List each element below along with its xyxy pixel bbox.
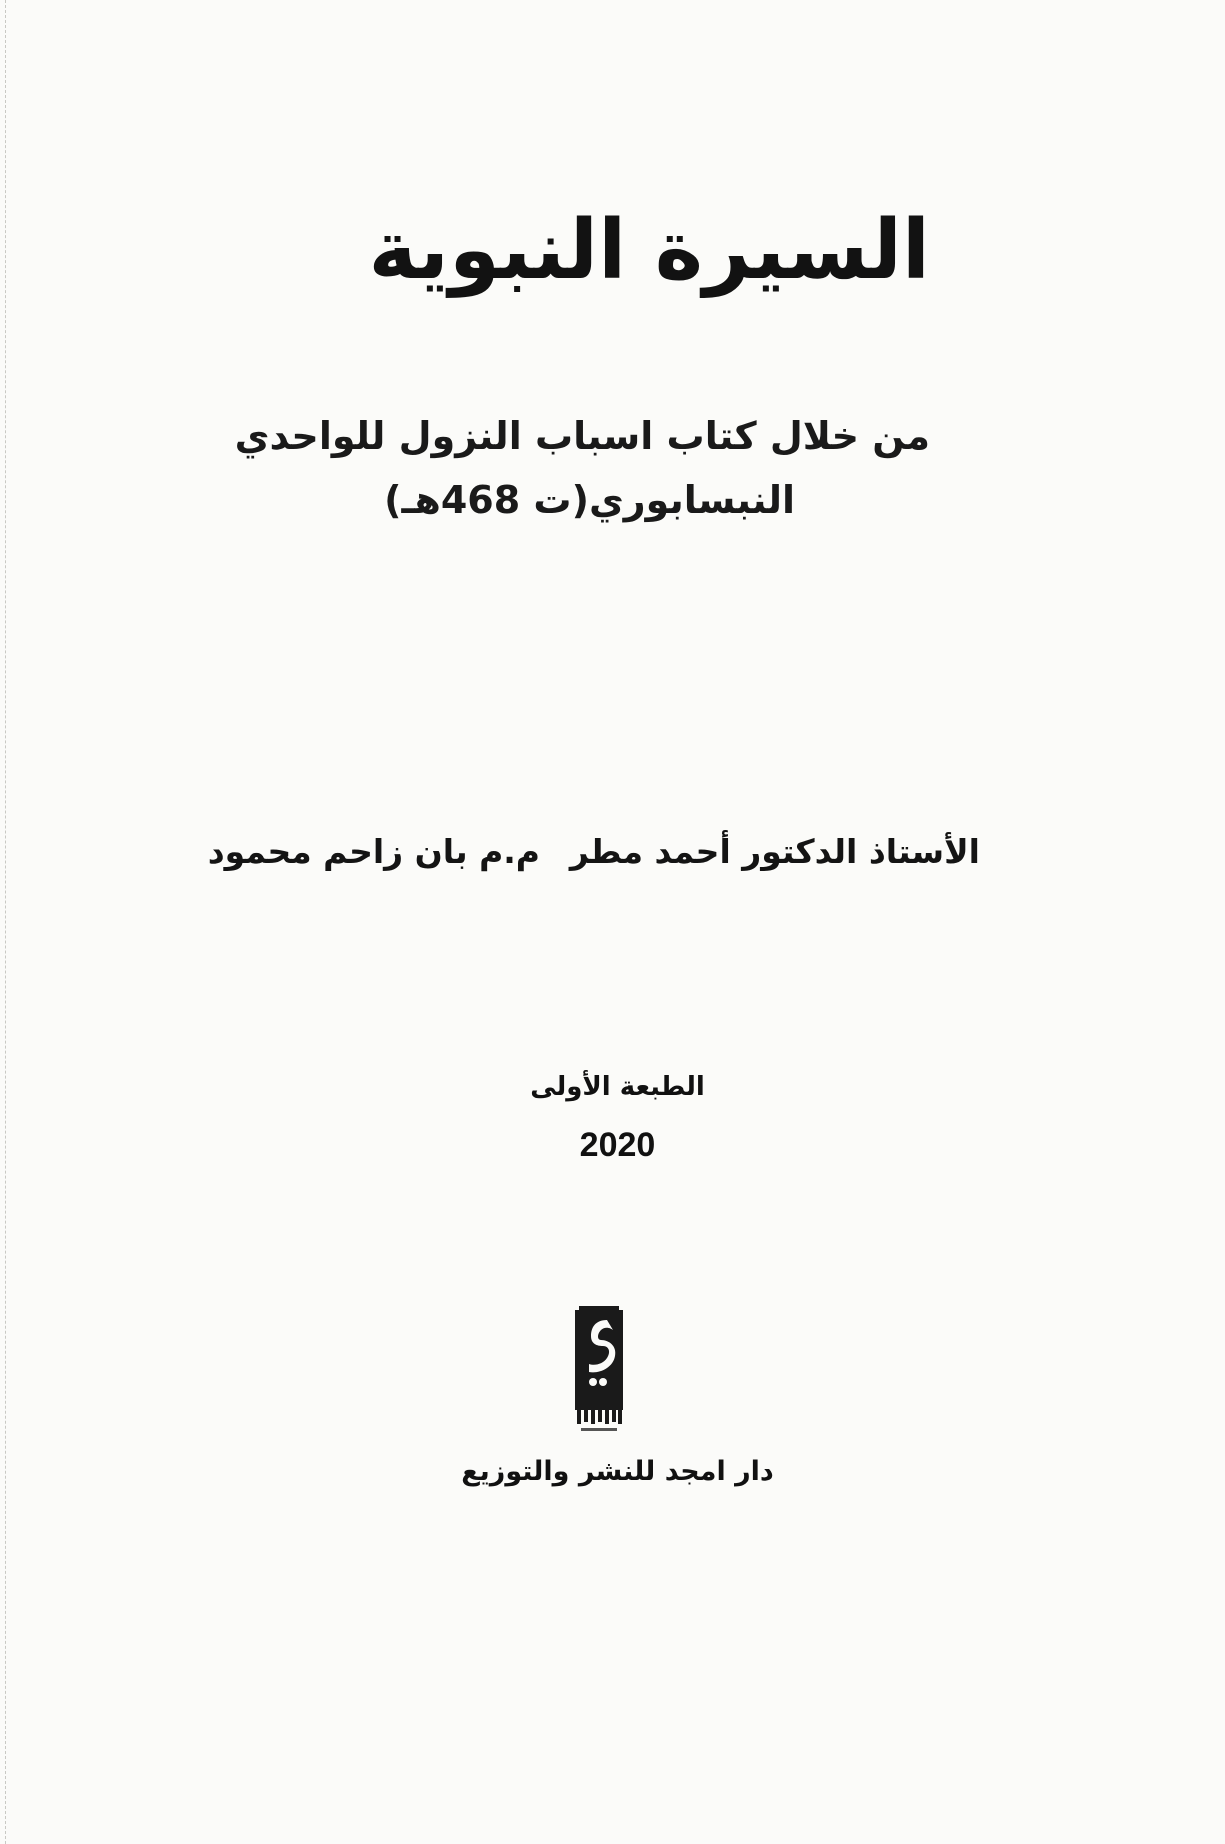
authors (180, 832, 980, 882)
publisher-name: دار امجد للنشر والتوزيع (461, 1456, 774, 1487)
edition-label: الطبعة الأولى (530, 1072, 705, 1102)
publisher-logo-icon (573, 1306, 625, 1436)
subtitle-line-2: النبسابوري(ت 468هـ) (384, 478, 795, 522)
edition-year: 2020 (579, 1126, 656, 1164)
page-edge (0, 0, 6, 1844)
subtitle-line-1: من خلال كتاب اسباب النزول للواحدي (234, 414, 930, 458)
book-subtitle (230, 404, 930, 532)
book-title: السيرة النبوية (368, 203, 930, 298)
author-secondary: م.م بان زاحم محمود (207, 832, 540, 871)
author-primary: الأستاذ الدكتور أحمد مطر (569, 832, 980, 871)
